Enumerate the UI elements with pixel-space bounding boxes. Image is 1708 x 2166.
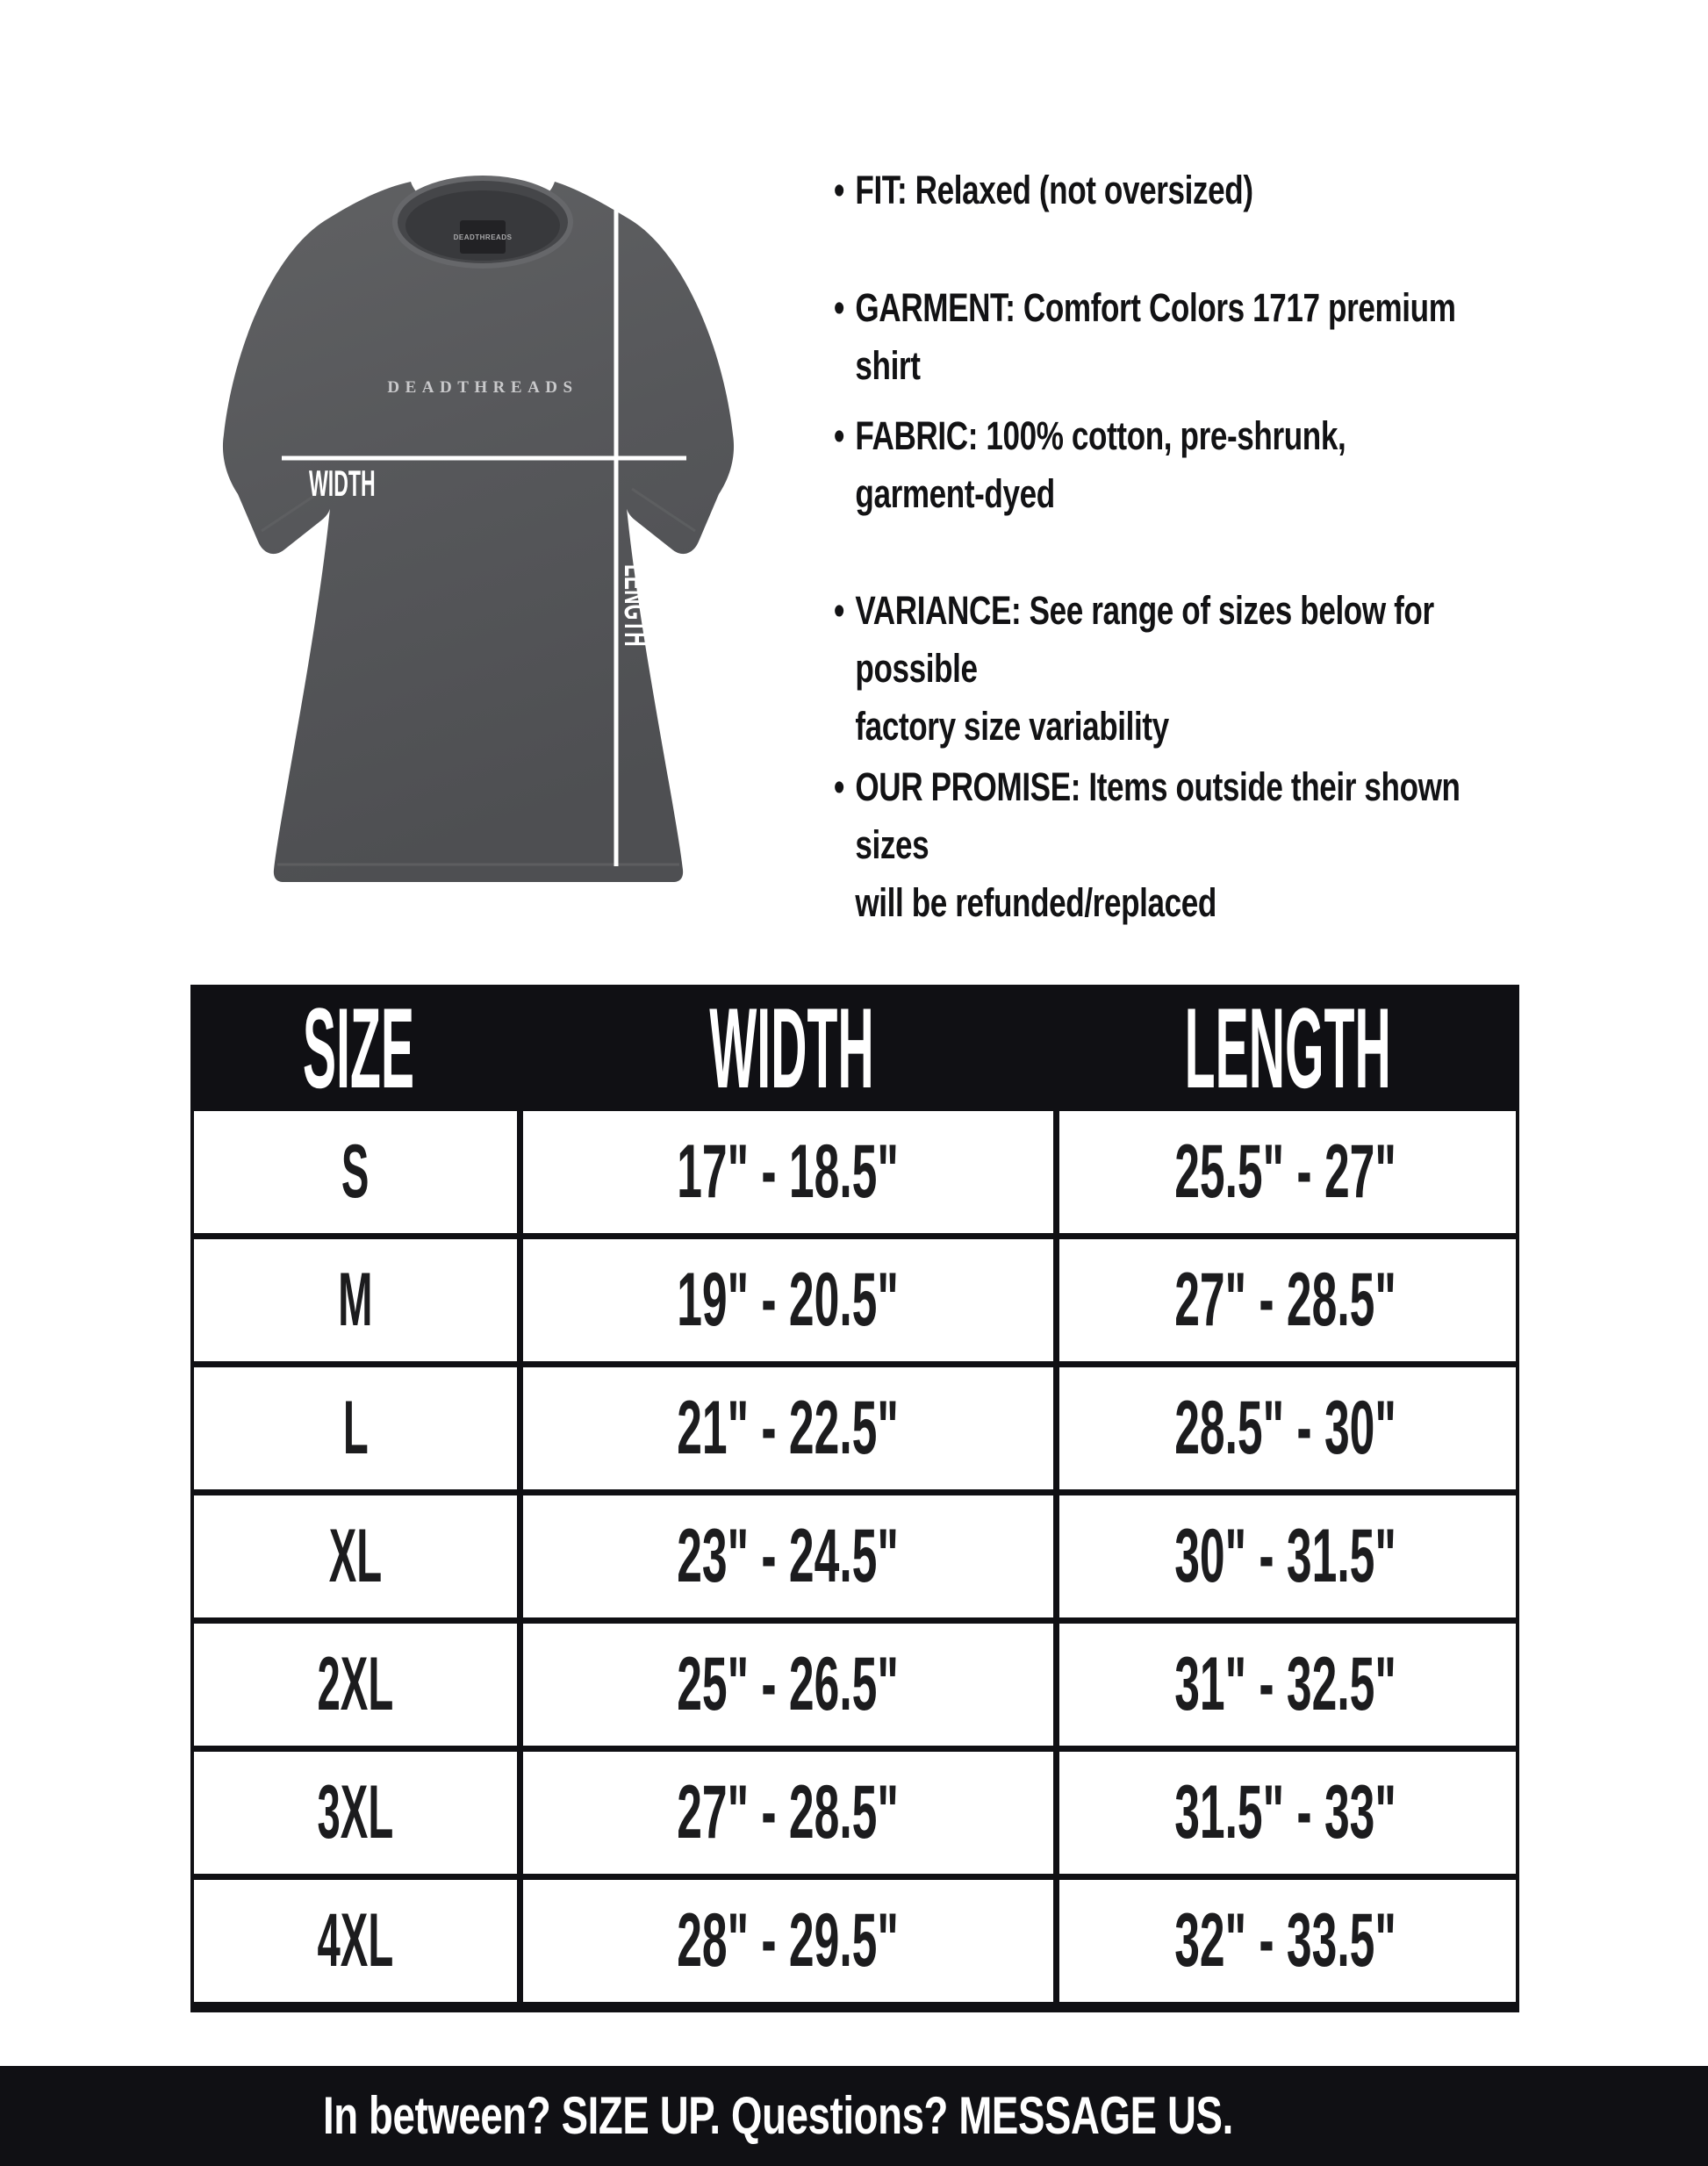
table-row-2xl [194,1624,1516,1752]
bullet-promise [834,758,1504,932]
table-row-3xl [194,1752,1516,1880]
cell-size: 3XL [194,1752,523,1874]
cell-length: 27" - 28.5" [1174,1258,1397,1342]
bullet-text: GARMENT: Comfort Colors 1717 premium shirt [855,285,1456,388]
brand-print: DEADTHREADS [387,378,578,397]
bullet-fabric [834,407,1504,523]
cell-length: 32" - 33.5" [1174,1898,1397,1983]
cell-size: S [194,1111,523,1233]
cell-width: 17" - 18.5" [523,1111,1059,1233]
cell-length: 31.5" - 33" [1174,1770,1397,1854]
cell-size: 2XL [194,1624,523,1746]
cell-size: 4XL [194,1880,523,2002]
bullet-dot: • [834,413,844,458]
table-row-4xl [194,1880,1516,2012]
cell-size: L [194,1367,523,1489]
bullet-text: OUR PROMISE: Items outside their shown sizes will be refunded/replaced [855,764,1460,925]
bullet-text: FIT: Relaxed (not oversized) [855,168,1253,212]
tshirt-body [223,182,734,882]
bullet-text: FABRIC: 100% cotton, pre-shrunk, garment-dyed [855,413,1346,516]
cell-size: XL [194,1495,523,1617]
cell-width: 23" - 24.5" [523,1495,1059,1617]
bullet-text: VARIANCE: See range of sizes below for possible factory size variability [855,588,1434,749]
cell-length: 30" - 31.5" [1174,1514,1397,1598]
cell-width: 21" - 22.5" [523,1367,1059,1489]
table-row-l [194,1367,1516,1495]
cell-length: 28.5" - 30" [1174,1386,1397,1470]
bullet-dot: • [834,764,844,809]
length-measure-label: LENGTH [617,564,655,647]
size-table-header [194,985,1516,1111]
cell-length: 31" - 32.5" [1174,1642,1397,1726]
cell-length: 25.5" - 27" [1174,1130,1397,1214]
bullet-dot: • [834,168,844,212]
cell-width: 19" - 20.5" [523,1239,1059,1361]
header-cell-width: WIDTH [708,984,874,1112]
cell-width: 27" - 28.5" [523,1752,1059,1874]
cell-size: M [194,1239,523,1361]
size-table [190,985,1519,2012]
table-row-s [194,1111,1516,1239]
table-row-xl [194,1495,1516,1624]
shirt-neck-label [454,220,513,254]
cell-width: 28" - 29.5" [523,1880,1059,2002]
bullet-dot: • [834,588,844,633]
cell-width: 25" - 26.5" [523,1624,1059,1746]
bullet-dot: • [834,285,844,330]
header-cell-size: SIZE [302,984,415,1112]
header-cell-length: LENGTH [1184,984,1391,1112]
footer-bar [0,2066,1708,2166]
tshirt-image [114,145,737,900]
bullet-garment [834,279,1504,395]
width-measure-label: WIDTH [309,463,376,505]
bullet-fit [834,161,1504,219]
footer-message: In between? SIZE UP. Questions? MESSAGE US. [323,2086,1233,2145]
bullet-variance [834,582,1504,756]
table-row-m [194,1239,1516,1367]
neck-label-text: DEADTHREADS [453,233,513,241]
